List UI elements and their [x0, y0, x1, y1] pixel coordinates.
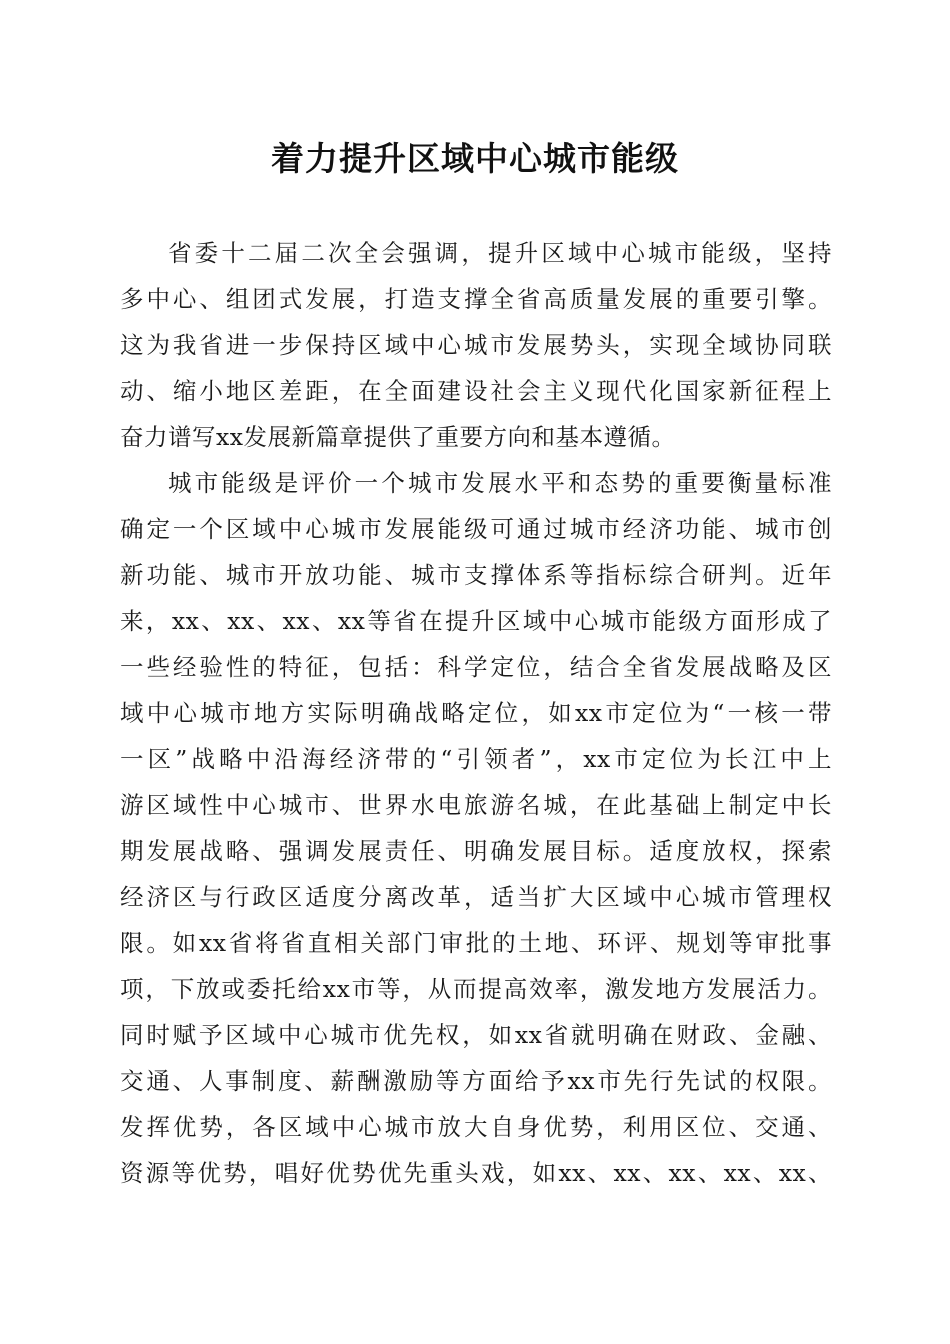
text-line: 期发展战略、强调发展责任、明确发展目标。适度放权，探索: [120, 837, 832, 865]
text-line: 省委十二届二次全会强调，提升区域中心城市能级，坚持: [168, 239, 832, 267]
text-line: 项，下放或委托给xx市等，从而提高效率，激发地方发展活力。: [120, 975, 832, 1003]
text-line: 域中心城市地方实际明确战略定位，如xx市定位为“一核一带: [120, 699, 832, 727]
text-line: 资源等优势，唱好优势优先重头戏，如xx、xx、xx、xx、xx、: [120, 1159, 832, 1187]
text-line: 动、缩小地区差距，在全面建设社会主义现代化国家新征程上: [120, 377, 832, 405]
text-line: 游区域性中心城市、世界水电旅游名城，在此基础上制定中长: [120, 791, 832, 819]
paragraph-2: [120, 460, 832, 1196]
document-title: 着力提升区域中心城市能级: [271, 139, 679, 178]
text-line: 这为我省进一步保持区域中心城市发展势头，实现全域协同联: [120, 331, 832, 359]
text-line: 一些经验性的特征，包括：科学定位，结合全省发展战略及区: [120, 653, 832, 681]
text-line: 奋力谱写xx发展新篇章提供了重要方向和基本遵循。: [120, 423, 676, 451]
text-line: 来，xx、xx、xx、xx等省在提升区域中心城市能级方面形成了: [120, 607, 832, 635]
text-line: 经济区与行政区适度分离改革，适当扩大区域中心城市管理权: [120, 883, 832, 911]
text-line: 多中心、组团式发展，打造支撑全省高质量发展的重要引擎。: [120, 285, 832, 313]
paragraph-1: [120, 230, 832, 460]
text-line: 同时赋予区域中心城市优先权，如xx省就明确在财政、金融、: [120, 1021, 832, 1049]
text-line: 限。如xx省将省直相关部门审批的土地、环评、规划等审批事: [120, 929, 832, 957]
text-line: 发挥优势，各区域中心城市放大自身优势，利用区位、交通、: [120, 1113, 832, 1141]
text-line: 新功能、城市开放功能、城市支撑体系等指标综合研判。近年: [120, 561, 832, 589]
document-body: [120, 230, 832, 1196]
text-line: 交通、人事制度、薪酬激励等方面给予xx市先行先试的权限。: [120, 1067, 832, 1095]
text-line: 一区”战略中沿海经济带的“引领者”，xx市定位为长江中上: [120, 745, 832, 773]
text-line: 确定一个区域中心城市发展能级可通过城市经济功能、城市创: [120, 515, 832, 543]
text-line: 城市能级是评价一个城市发展水平和态势的重要衡量标准: [168, 469, 832, 497]
